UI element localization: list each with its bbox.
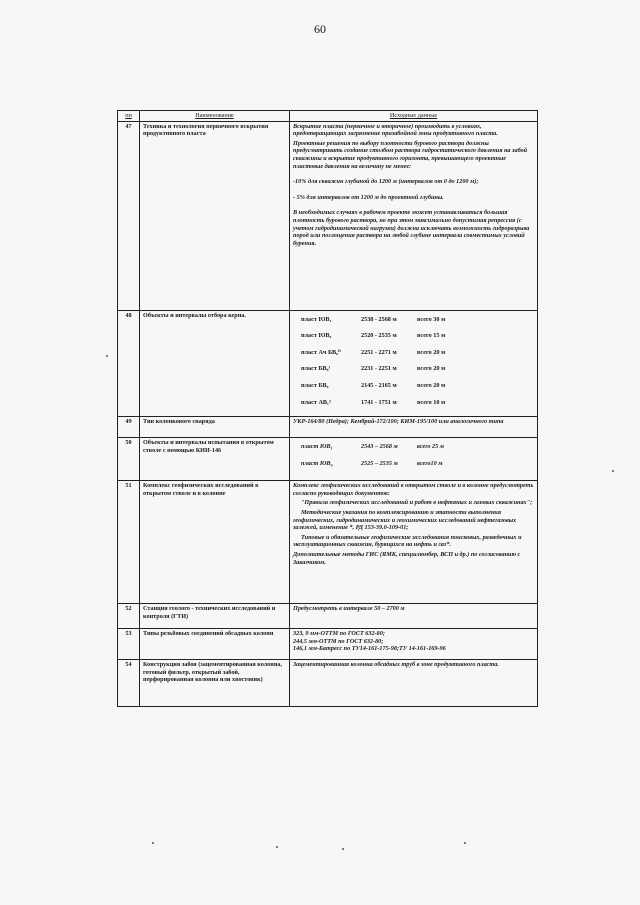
layer-total: всего 25 м <box>417 443 444 451</box>
row-value <box>290 629 538 660</box>
layer-range: 2231 - 2251 м <box>361 365 397 373</box>
scan-speck <box>464 842 466 844</box>
row-value: УКР-164/80 (Недра); Кембрий-172/100; КИМ-195/100 или аналогичного типа <box>290 417 538 438</box>
row-number: 52 <box>118 604 140 629</box>
header-name: Наименование <box>140 111 290 122</box>
layer-total: всего 10 м <box>417 398 446 406</box>
paragraph: Комплекс геофизических исследований в открытом стволе и в колонне предусмотреть согласно руководящих документов: <box>293 482 534 497</box>
layer-range: 2525 – 2535 м <box>361 459 398 467</box>
paragraph: Типовые и обязательные геофизические исследования поисковых, разведочных и эксплуатационных скважин, бурящихся на нефть и газ*. <box>293 533 522 549</box>
test-interval <box>301 443 534 451</box>
table-row <box>118 629 538 660</box>
row-number: 53 <box>118 629 140 660</box>
row-name: Конструкция забоя (зацементированная колонна, готовый фильтр, открытый забой, перфорированная колонна или хвостовик) <box>140 660 290 707</box>
row-number: 49 <box>118 417 140 438</box>
layer-range: 2251 - 2271 м <box>361 348 397 356</box>
scan-speck <box>152 842 154 844</box>
layer-total: всего 20 м <box>417 348 446 356</box>
layer-name: пласт БВ₆ <box>301 381 329 389</box>
layer-range: 2520 - 2535 м <box>361 332 397 340</box>
row-name: Объекты и интервалы испытания в открытом стволе с помощью КИИ-146 <box>140 438 290 481</box>
core-interval <box>301 316 534 324</box>
row-name: Типы резьбовых соединений обсадных колонн <box>140 629 290 660</box>
table-row <box>118 417 538 438</box>
table-row <box>118 438 538 481</box>
scan-speck <box>106 355 108 357</box>
row-value <box>290 310 538 417</box>
thread-line: 244,5 мм-ОТТМ по ГОСТ 632-80; <box>293 637 384 645</box>
scan-speck <box>612 470 614 472</box>
layer-total: всего10 м <box>417 459 443 467</box>
core-interval <box>301 365 534 373</box>
row-number: 47 <box>118 121 140 310</box>
layer-name: пласт АВ₁³ <box>301 398 331 406</box>
row-value <box>290 121 538 310</box>
row-value <box>290 438 538 481</box>
row-value <box>290 481 538 604</box>
table-row <box>118 660 538 707</box>
layer-name: пласт ЮВ₀ <box>301 332 332 340</box>
core-interval <box>301 349 534 357</box>
layer-total: всего 20 м <box>417 365 446 373</box>
test-interval <box>301 460 534 468</box>
layer-name: пласт Ач БВ₈⁰ <box>301 348 341 356</box>
row-name: Объекты и интервалы отбора керна. <box>140 310 290 417</box>
specification-table <box>117 110 538 707</box>
core-interval <box>301 332 534 340</box>
table-row <box>118 481 538 604</box>
table-row <box>118 121 538 310</box>
row-name: Станция геолого - технических исследований и контроля (ГТИ) <box>140 604 290 629</box>
row-name: Техника и технология первичного вскрытия продуктивного пласта <box>140 121 290 310</box>
thread-line: 146,1 мм-Батресс по ТУ14-161-175-98;ТУ 14-161-169-96 <box>293 645 446 653</box>
row-number: 54 <box>118 660 140 707</box>
header-value: Исходные данные <box>290 111 538 122</box>
paragraph: Методические указания по комплексированию и этапности выполнения геофизических, гидродинамических и геохимических исследований нефтегазовых залежей, изменение *, РД 153-39.0-109-01; <box>293 508 517 532</box>
layer-name: пласт ЮВ₀ <box>301 459 333 467</box>
paragraph: "Правила геофизических исследований и работ в нефтяных и газовых скважинах"; <box>301 499 533 507</box>
core-interval <box>301 382 534 390</box>
row-number: 50 <box>118 438 140 481</box>
table-row <box>118 604 538 629</box>
paragraph: Дополнительные методы ГИС (ЯМК, спецшлюмбер, ВСП и др.) по согласованию с Заказчиком. <box>293 550 521 566</box>
row-value: Предусмотреть в интервале 50 – 2700 м <box>290 604 538 629</box>
paragraph: Проектные решения по выбору плотности бурового раствора должны предусматривать создание столбом раствора гидростатического давления на забой скважины и вскрытие продуктивного горизонта, превышающего проектные пластовые давления на величину не менее: <box>293 139 528 170</box>
layer-range: 1741 - 1751 м <box>361 398 397 406</box>
layer-range: 2543 – 2568 м <box>361 443 398 451</box>
layer-name: пласт ЮВ₁ <box>301 443 333 451</box>
layer-name: пласт БВ₈¹ <box>301 365 331 373</box>
row-number: 51 <box>118 481 140 604</box>
layer-name: пласт ЮВ₁ <box>301 315 332 323</box>
header-no: пп <box>118 111 140 122</box>
paragraph: В необходимых случаях в рабочем проекте может устанавливаться большая плотность бурового раствора, но при этом максимально допустимая репрессия (с учетом гидродинамической нагрузки) должна исключать возможность гидроразрыва пород или поглощения раствора на любой глубине интервала совместимых условий бурения. <box>293 209 530 247</box>
paragraph: -10% для скважин глубиной до 1200 м (интервалов от 0 до 1200 м); <box>293 178 479 186</box>
row-value: Зацементированная колонна обсадных труб в зоне продуктивного пласта. <box>290 660 538 707</box>
paragraph: - 5% для интервалов от 1200 м до проектной глубины. <box>293 193 444 201</box>
layer-total: всего 20 м <box>417 381 446 389</box>
paragraph: Вскрытие пласта (первичное и вторичное) производить в условиях, предотвращающих загрязнение призабойной зоны продуктивного пласта. <box>293 122 498 138</box>
table-row <box>118 310 538 417</box>
layer-range: 2145 - 2165 м <box>361 381 397 389</box>
thread-line: 323, 9 мм-ОТТМ по ГОСТ 632-80; <box>293 630 385 638</box>
page-number: 60 <box>314 22 326 36</box>
row-name: Тип колонкового снаряда <box>140 417 290 438</box>
scan-speck <box>342 848 344 850</box>
layer-total: всего 15 м <box>417 332 446 340</box>
scan-speck <box>276 846 278 848</box>
table-header-row <box>118 111 538 122</box>
row-number: 48 <box>118 310 140 417</box>
core-interval <box>301 399 534 407</box>
layer-total: всего 30 м <box>417 315 446 323</box>
row-name: Комплекс геофизических исследований в открытом стволе и в колонне <box>140 481 290 604</box>
layer-range: 2538 - 2568 м <box>361 315 397 323</box>
